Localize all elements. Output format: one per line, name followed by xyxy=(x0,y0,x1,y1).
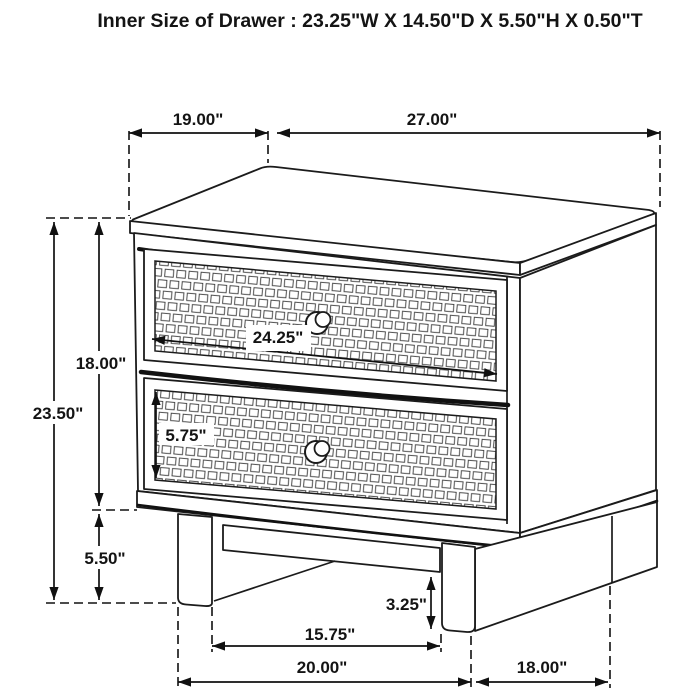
label-leg-height: 5.50" xyxy=(84,549,126,568)
label-base-side-span: 18.00" xyxy=(516,658,568,677)
leg-front-right xyxy=(442,543,475,632)
drawer-bottom-knob-cap xyxy=(315,441,330,456)
label-stretcher-rise: 3.25" xyxy=(385,595,427,614)
cabinet-right-face xyxy=(520,225,656,533)
label-drawer-width: 24.25" xyxy=(252,328,304,347)
label-base-inner-span: 15.75" xyxy=(304,625,356,644)
cross-stretcher-edge xyxy=(214,561,335,601)
leg-front-left xyxy=(178,514,212,606)
label-base-front-span: 20.00" xyxy=(296,658,348,677)
label-case-height: 18.00" xyxy=(75,354,127,373)
label-top-width: 27.00" xyxy=(406,110,458,129)
nightstand-drawing xyxy=(130,167,657,632)
diagram-title: Inner Size of Drawer : 23.25"W X 14.50"D X 5.50"H X 0.50"T xyxy=(97,10,643,32)
label-drawer-face-height: 5.75" xyxy=(165,426,207,445)
drawer-top-knob-cap xyxy=(316,312,331,327)
label-overall-height: 23.50" xyxy=(32,404,84,423)
label-top-depth: 19.00" xyxy=(172,110,224,129)
